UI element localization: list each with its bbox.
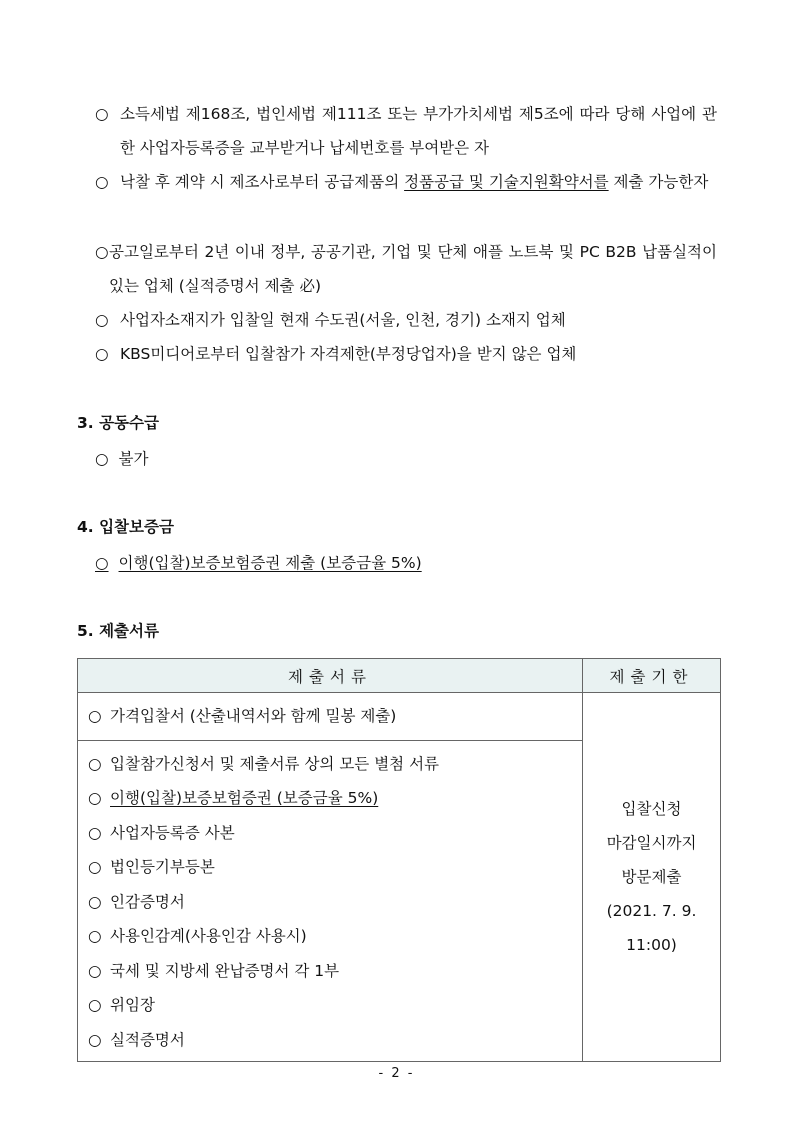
- document-item: [78, 699, 582, 734]
- section-heading-bid-deposit: 4. 입찰보증금: [77, 518, 174, 536]
- circle-bullet-icon: ○: [88, 961, 102, 980]
- qualification-item: [95, 97, 717, 165]
- deadline-line: 마감일시까지: [606, 834, 697, 852]
- bullet: ○: [95, 105, 109, 123]
- bullet: ○: [95, 311, 109, 329]
- circle-bullet-icon: ○: [88, 754, 102, 773]
- document-item: [78, 781, 582, 816]
- document-label: 사업자등록증 사본: [110, 823, 235, 842]
- document-item: [78, 747, 582, 782]
- section-heading-documents: 5. 제출서류: [77, 622, 159, 640]
- circle-bullet-icon: ○: [88, 707, 102, 725]
- documents-table: [77, 658, 721, 1062]
- deadline-cell: [583, 693, 721, 1062]
- document-label: 실적증명서: [110, 1030, 185, 1049]
- circle-bullet-icon: ○: [88, 927, 102, 945]
- section-item-text: 불가: [118, 450, 149, 468]
- bullet: ○: [95, 173, 109, 191]
- document-item: [78, 988, 582, 1023]
- document-label: 위임장: [110, 996, 155, 1014]
- underlined-text: 정품공급 및 기술지원확약서를: [404, 173, 609, 191]
- documents-group-price: [78, 693, 583, 741]
- deadline-line: 입찰신청: [621, 800, 682, 818]
- circle-bullet-icon: ○: [88, 823, 102, 842]
- document-label: 법인등기부등본: [110, 858, 215, 876]
- bullet: ○: [95, 243, 109, 261]
- header-deadline: 제출기한: [583, 659, 721, 693]
- text-segment: 제출 가능한자: [608, 173, 709, 191]
- document-label: 사용인감계(사용인감 사용시): [110, 927, 307, 945]
- section-item-text: 이행(입찰)보증보험증권 제출 (보증금율 5%): [118, 554, 422, 572]
- section-item: [95, 552, 422, 574]
- section-item: [95, 448, 148, 470]
- document-item: [78, 850, 582, 885]
- table-header-row: [78, 659, 721, 693]
- qualification-text: KBS미디어로부터 입찰참가 자격제한(부정당업자)을 받지 않은 업체: [120, 345, 577, 363]
- qualification-item: [95, 165, 717, 199]
- document-label: 입찰참가신청서 및 제출서류 상의 모든 별첨 서류: [110, 754, 440, 773]
- document-item: [78, 954, 582, 989]
- circle-bullet-icon: ○: [88, 996, 102, 1014]
- deadline-line: 11:00): [626, 936, 677, 954]
- circle-bullet-icon: ○: [88, 892, 102, 911]
- text-segment: 낙찰 후 계약 시 제조사로부터 공급제품의: [120, 173, 405, 191]
- document-item: [78, 816, 582, 851]
- document-label: 인감증명서: [110, 892, 185, 911]
- document-label: 이행(입찰)보증보험증권 (보증금율 5%): [110, 789, 379, 807]
- circle-bullet-icon: ○: [88, 858, 102, 876]
- page-number: - 2 -: [378, 1066, 415, 1081]
- deadline-line: 방문제출: [621, 868, 682, 886]
- header-documents: 제출서류: [78, 659, 583, 693]
- bullet: ○: [95, 450, 109, 468]
- circle-bullet-icon: ○: [88, 789, 102, 807]
- qualification-item: [95, 303, 717, 337]
- document-item: [78, 1023, 582, 1058]
- document-item: [78, 919, 582, 954]
- qualification-text: [95, 165, 717, 199]
- bullet: ○: [95, 345, 109, 363]
- qualification-item: [95, 235, 717, 303]
- qualification-text: 공고일로부터 2년 이내 정부, 공공기관, 기업 및 단체 애플 노트북 및 PC B2B 납품실적이 있는 업체 (실적증명서 제출 必): [109, 243, 717, 295]
- qualification-text: 소득세법 제168조, 법인세법 제111조 또는 부가가치세법 제5조에 따라 당해 사업에 관한 사업자등록증을 교부받거나 납세번호를 부여받은 자: [120, 105, 717, 157]
- qualification-item: [95, 337, 717, 371]
- section-heading-joint-supply: 3. 공동수급: [77, 414, 159, 432]
- circle-bullet-icon: ○: [88, 1030, 102, 1049]
- documents-group-application: [78, 740, 583, 1062]
- bullet: ○: [95, 554, 109, 572]
- table-row: [78, 693, 721, 741]
- document-item: [78, 885, 582, 920]
- document-label: 가격입찰서 (산출내역서와 함께 밀봉 제출): [110, 707, 397, 725]
- deadline-line: (2021. 7. 9.: [606, 902, 697, 920]
- document-label: 국세 및 지방세 완납증명서 각 1부: [110, 961, 340, 980]
- qualification-text: 사업자소재지가 입찰일 현재 수도권(서울, 인천, 경기) 소재지 업체: [120, 311, 566, 329]
